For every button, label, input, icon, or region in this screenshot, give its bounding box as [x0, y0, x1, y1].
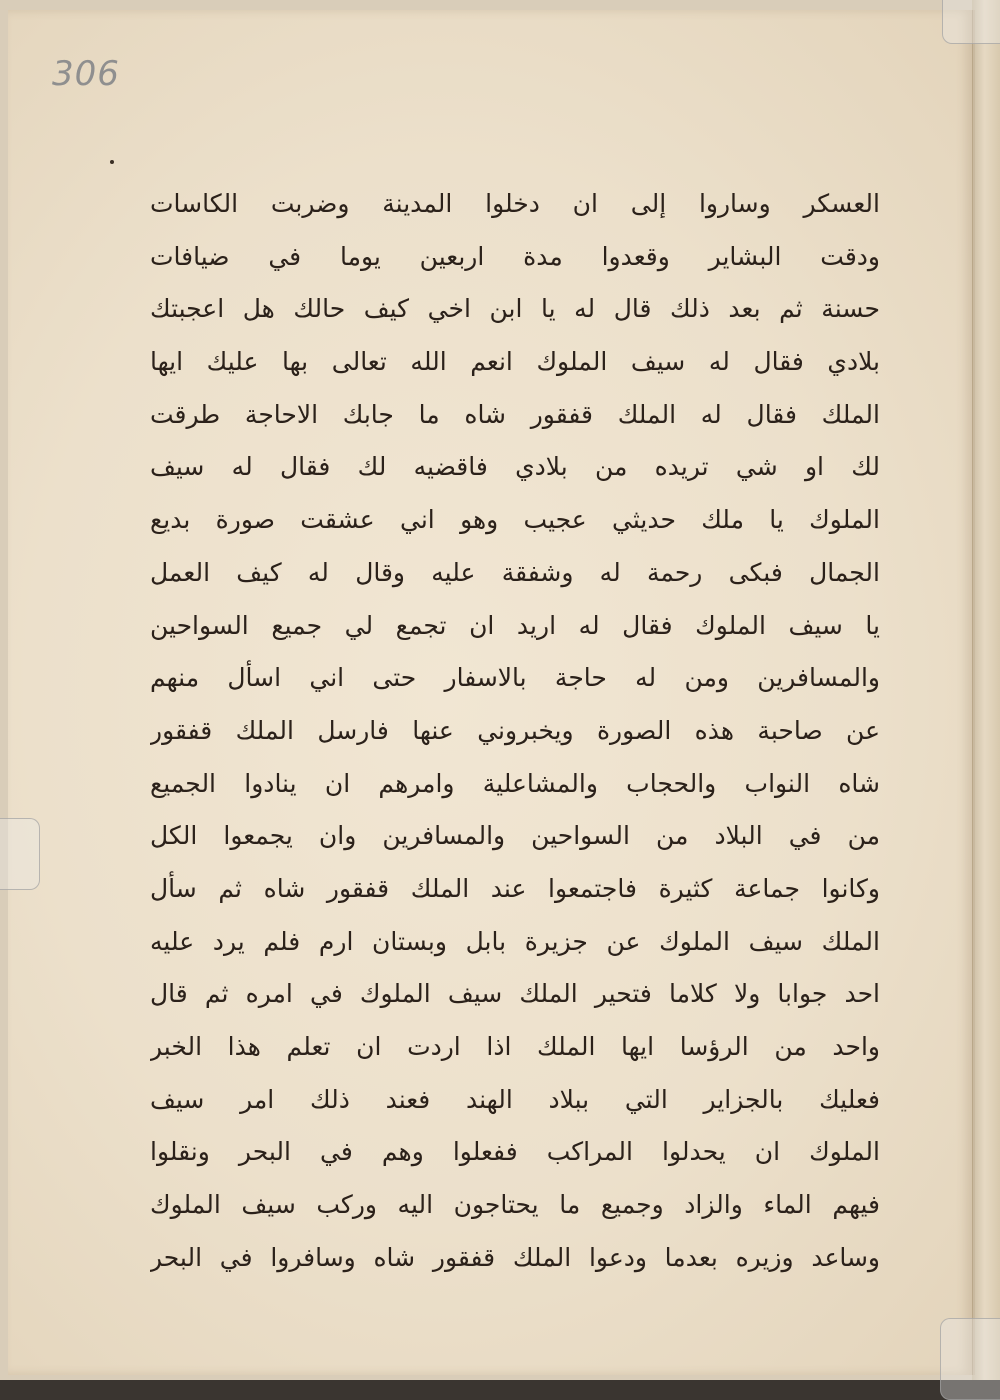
text-line: لك او شي تريده من بلادي فاقضيه لك فقال له سيف — [150, 452, 880, 482]
text-line: ودقت البشاير وقعدوا مدة اربعين يوما في ضيافات — [150, 241, 880, 271]
text-line: وساعد وزيره بعدما ودعوا الملك قفقور شاه وسافروا في البحر — [150, 1242, 880, 1272]
ink-dot — [110, 160, 114, 164]
folio-number: 306 — [52, 54, 120, 94]
text-line: فعليك بالجزاير التي ببلاد الهند فعند ذلك امر سيف — [150, 1084, 880, 1114]
text-line: يا سيف الملوك فقال له اريد ان تجمع لي جميع السواحين — [150, 610, 880, 640]
text-line: واحد من الرؤسا ايها الملك اذا اردت ان تعلم هذا الخبر — [150, 1032, 880, 1061]
book-gutter — [972, 0, 1000, 1380]
page-clip-left — [0, 818, 40, 890]
text-line: بلادي فقال له سيف الملوك انعم الله تعالى بها عليك ايها — [150, 347, 880, 377]
text-line: حسنة ثم بعد ذلك قال له يا ابن اخي كيف حالك هل اعجبتك — [150, 294, 880, 324]
text-line: عن صاحبة هذه الصورة ويخبروني عنها فارسل الملك قفقور — [150, 715, 880, 745]
text-line: الملوك ان يحدلوا المراكب ففعلوا وهم في البحر ونقلوا — [150, 1137, 880, 1167]
text-line: والمسافرين ومن له حاجة بالاسفار حتى اني اسأل منهم — [150, 663, 880, 693]
text-line: العسكر وساروا إلى ان دخلوا المدينة وضربت الكاسات — [150, 189, 880, 218]
text-line: الملوك يا ملك حديثي عجيب وهو اني عشقت صورة بديع — [150, 505, 880, 535]
page-clip-top-right — [942, 0, 1000, 44]
page-clip-bottom-right — [940, 1318, 1000, 1400]
text-line: وكانوا جماعة كثيرة فاجتمعوا عند الملك قفقور شاه ثم سأل — [150, 873, 880, 903]
text-line: احد جوابا ولا كلاما فتحير الملك سيف الملوك في امره ثم قال — [150, 979, 880, 1009]
text-line: فيهم الماء والزاد وجميع ما يحتاجون اليه وركب سيف الملوك — [150, 1190, 880, 1220]
text-line: من في البلاد من السواحين والمسافرين وان يجمعوا الكل — [150, 821, 880, 851]
text-line: شاه النواب والحجاب والمشاعلية وامرهم ان ينادوا الجميع — [150, 768, 880, 798]
text-line: الملك سيف الملوك عن جزيرة بابل وبستان ارم فلم يرد عليه — [150, 926, 880, 956]
text-line: الملك فقال له الملك قفقور شاه ما جابك الاحاجة طرقت — [150, 399, 880, 429]
manuscript-text — [150, 178, 880, 1284]
text-line: الجمال فبكى رحمة له وشفقة عليه وقال له كيف العمل — [150, 557, 880, 587]
